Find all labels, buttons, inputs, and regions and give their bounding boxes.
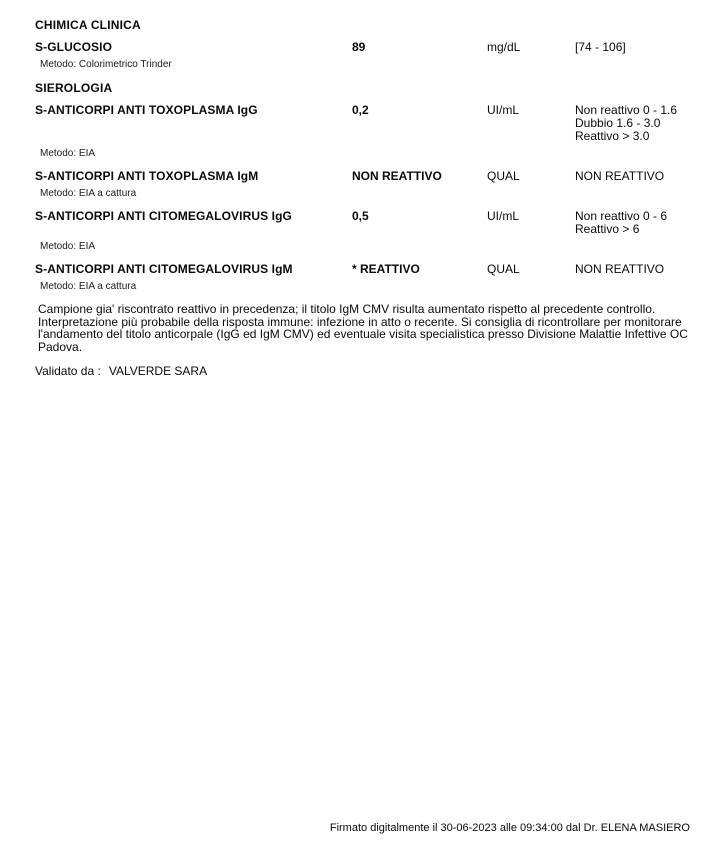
test-range — [575, 170, 690, 183]
test-range — [575, 210, 690, 236]
digital-signature-footer: Firmato digitalmente il 30-06-2023 alle 09:34:00 dal Dr. ELENA MASIERO — [329, 822, 690, 834]
test-block-citomegalovirus-igg — [35, 210, 690, 252]
note-line: l'andamento del titolo anticorpale (IgG ed IgM CMV) ed eventuale visita specialistica presso Divisione Malattie Infettive OC — [38, 327, 688, 341]
test-unit: QUAL — [487, 262, 520, 276]
test-value: NON REATTIVO — [352, 169, 442, 183]
test-range-line: NON REATTIVO — [575, 169, 665, 183]
test-method: Metodo: EIA a cattura — [40, 188, 137, 199]
test-range-line: Reattivo > 3.0 — [575, 129, 650, 143]
test-value: * REATTIVO — [352, 262, 420, 276]
test-name: S-GLUCOSIO — [35, 40, 113, 54]
note-line: Padova. — [38, 339, 83, 354]
test-block-toxoplasma-igm — [35, 170, 690, 199]
test-range — [575, 41, 690, 54]
test-name: S-ANTICORPI ANTI TOXOPLASMA IgG — [35, 103, 258, 117]
test-row — [35, 104, 690, 143]
test-range-line: Non reattivo 0 - 1.6 — [575, 103, 678, 117]
test-method: Metodo: EIA — [40, 148, 96, 159]
section-title: SIEROLOGIA — [35, 81, 113, 95]
test-name: S-ANTICORPI ANTI CITOMEGALOVIRUS IgM — [35, 262, 293, 276]
test-range-line: Reattivo > 6 — [575, 222, 640, 236]
test-range-line: NON REATTIVO — [575, 262, 665, 276]
test-row — [35, 170, 690, 183]
test-block-toxoplasma-igg — [35, 104, 690, 159]
test-unit: QUAL — [487, 169, 520, 183]
test-block-glucosio — [35, 41, 690, 70]
test-range — [575, 263, 690, 276]
test-unit: UI/mL — [487, 209, 520, 223]
test-range — [575, 104, 690, 143]
test-range-line: [74 - 106] — [575, 40, 626, 54]
section-chimica-clinica — [35, 18, 690, 70]
test-block-citomegalovirus-igm — [35, 263, 690, 292]
test-range-line: Non reattivo 0 - 6 — [575, 209, 668, 223]
test-name: S-ANTICORPI ANTI TOXOPLASMA IgM — [35, 169, 259, 183]
validated-by-line — [35, 365, 690, 378]
note-line: Interpretazione più probabile della risposta immune: infezione in atto o recente. Si consiglia di ricontrollare per monitorare — [38, 314, 682, 329]
test-value: 0,5 — [352, 209, 369, 223]
test-row — [35, 263, 690, 276]
section-sierologia — [35, 81, 690, 292]
test-row — [35, 41, 690, 54]
test-value: 89 — [352, 40, 366, 54]
test-name: S-ANTICORPI ANTI CITOMEGALOVIRUS IgG — [35, 209, 292, 223]
interpretation-note — [38, 303, 690, 353]
validated-by-label: Validato da : — [35, 364, 101, 378]
test-unit: mg/dL — [487, 40, 521, 54]
test-unit: UI/mL — [487, 103, 520, 117]
test-row — [35, 210, 690, 236]
test-value: 0,2 — [352, 103, 369, 117]
test-method: Metodo: EIA a cattura — [40, 281, 137, 292]
test-method: Metodo: Colorimetrico Trinder — [40, 59, 172, 70]
test-method: Metodo: EIA — [40, 241, 96, 252]
section-title: CHIMICA CLINICA — [35, 18, 141, 32]
lab-report-content — [0, 0, 720, 378]
test-range-line: Dubbio 1.6 - 3.0 — [575, 116, 661, 130]
note-line: Campione gia' riscontrato reattivo in precedenza; il titolo IgM CMV risulta aumentato rispetto al precedente controllo. — [38, 302, 656, 316]
validated-by-name: VALVERDE SARA — [108, 364, 208, 378]
